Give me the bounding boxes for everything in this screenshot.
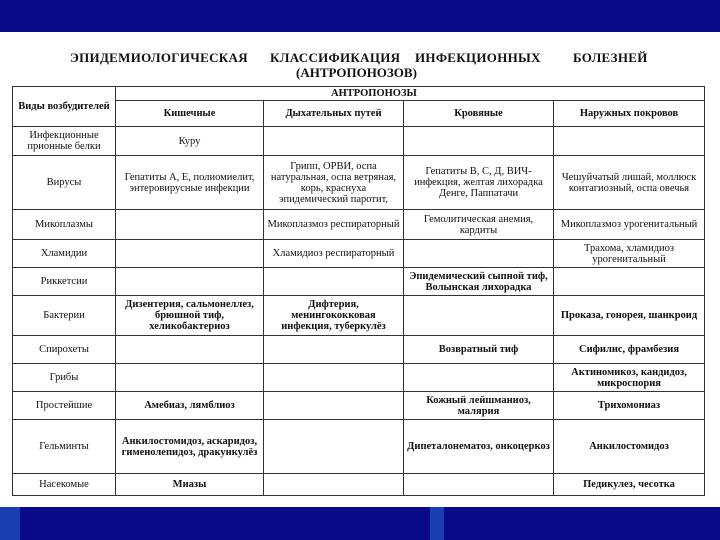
cell-pathogen: Гельминты <box>13 420 116 474</box>
table-row <box>13 240 705 268</box>
cell-respiratory: Дифтерия, менингококковая инфекция, туберкулёз <box>264 296 404 336</box>
cell-respiratory <box>264 127 404 156</box>
document-title <box>0 50 720 90</box>
header-skin: Наружных покровов <box>554 101 705 127</box>
table-row <box>13 364 705 392</box>
cell-intestinal: Амебиаз, лямблиоз <box>116 392 264 420</box>
title-word-1: ЭПИДЕМИОЛОГИЧЕСКАЯ <box>70 50 248 65</box>
cell-respiratory <box>264 336 404 364</box>
cell-pathogen: Вирусы <box>13 156 116 210</box>
table-row <box>13 420 705 474</box>
cell-skin <box>554 127 705 156</box>
classification-table <box>12 86 705 496</box>
table-row <box>13 392 705 420</box>
cell-respiratory: Грипп, ОРВИ, оспа натуральная, оспа ветряная, корь, краснуха эпидемический паротит, <box>264 156 404 210</box>
cell-intestinal: Дизентерия, сальмонеллез, брюшной тиф, хеликобактериоз <box>116 296 264 336</box>
cell-respiratory <box>264 474 404 496</box>
table-row <box>13 268 705 296</box>
cell-skin: Анкилостомидоз <box>554 420 705 474</box>
table-row <box>13 156 705 210</box>
cell-intestinal <box>116 364 264 392</box>
cell-intestinal <box>116 210 264 240</box>
table-row <box>13 210 705 240</box>
cell-intestinal <box>116 240 264 268</box>
table-row <box>13 296 705 336</box>
cell-skin: Проказа, гонорея, шанкроид <box>554 296 705 336</box>
title-word-3: ИНФЕКЦИОННЫХ <box>415 50 541 65</box>
cell-skin <box>554 268 705 296</box>
cell-intestinal: Миазы <box>116 474 264 496</box>
cell-intestinal: Куру <box>116 127 264 156</box>
cell-blood <box>404 127 554 156</box>
cell-blood <box>404 474 554 496</box>
cell-skin: Трахома, хламидиоз урогенитальный <box>554 240 705 268</box>
band-stripe <box>0 507 20 540</box>
cell-skin: Сифилис, фрамбезия <box>554 336 705 364</box>
header-blood: Кровяные <box>404 101 554 127</box>
table-row <box>13 474 705 496</box>
cell-skin: Актиномикоз, кандидоз, микроспория <box>554 364 705 392</box>
cell-respiratory <box>264 392 404 420</box>
table-row <box>13 336 705 364</box>
cell-respiratory <box>264 268 404 296</box>
cell-pathogen: Простейшие <box>13 392 116 420</box>
cell-blood: Эпидемический сыпной тиф, Волынская лихорадка <box>404 268 554 296</box>
cell-respiratory <box>264 364 404 392</box>
title-line-2: (АНТРОПОНОЗОВ) <box>296 65 417 80</box>
cell-blood <box>404 296 554 336</box>
header-intestinal: Кишечные <box>116 101 264 127</box>
cell-intestinal: Гепатиты А, Е, полиомиелит, энтеровирусные инфекции <box>116 156 264 210</box>
cell-respiratory: Хламидиоз респираторный <box>264 240 404 268</box>
cell-intestinal <box>116 268 264 296</box>
cell-pathogen: Микоплазмы <box>13 210 116 240</box>
header-group: АНТРОПОНОЗЫ <box>116 87 705 101</box>
cell-intestinal <box>116 336 264 364</box>
header-respiratory: Дыхательных путей <box>264 101 404 127</box>
cell-blood: Гемолитическая анемия, кардиты <box>404 210 554 240</box>
cell-respiratory <box>264 420 404 474</box>
cell-blood: Дипеталонематоз, онкоцеркоз <box>404 420 554 474</box>
band-stripe <box>430 507 444 540</box>
title-word-4: БОЛЕЗНЕЙ <box>573 50 648 65</box>
cell-pathogen: Хламидии <box>13 240 116 268</box>
cell-skin: Чешуйчатый лишай, моллюск контагиозный, оспа овечья <box>554 156 705 210</box>
cell-intestinal: Анкилостомидоз, аскаридоз, гименолепидоз, дракункулёз <box>116 420 264 474</box>
cell-respiratory: Микоплазмоз респираторный <box>264 210 404 240</box>
cell-blood: Кожный лейшманиоз, малярия <box>404 392 554 420</box>
table-row <box>13 127 705 156</box>
cell-blood <box>404 364 554 392</box>
cell-blood: Гепатиты В, С, Д, ВИЧ-инфекция, желтая лихорадка Денге, Паппатачи <box>404 156 554 210</box>
header-pathogens: Виды возбудителей <box>13 87 116 127</box>
cell-pathogen: Бактерии <box>13 296 116 336</box>
bottom-band <box>0 507 720 540</box>
cell-pathogen: Спирохеты <box>13 336 116 364</box>
cell-skin: Педикулез, чесотка <box>554 474 705 496</box>
cell-blood <box>404 240 554 268</box>
top-band <box>0 0 720 32</box>
cell-pathogen: Насекомые <box>13 474 116 496</box>
cell-blood: Возвратный тиф <box>404 336 554 364</box>
cell-pathogen: Грибы <box>13 364 116 392</box>
cell-skin: Трихомониаз <box>554 392 705 420</box>
title-word-2: КЛАССИФИКАЦИЯ <box>270 50 401 65</box>
cell-pathogen: Риккетсии <box>13 268 116 296</box>
cell-pathogen: Инфекционные прионные белки <box>13 127 116 156</box>
cell-skin: Микоплазмоз урогенитальный <box>554 210 705 240</box>
